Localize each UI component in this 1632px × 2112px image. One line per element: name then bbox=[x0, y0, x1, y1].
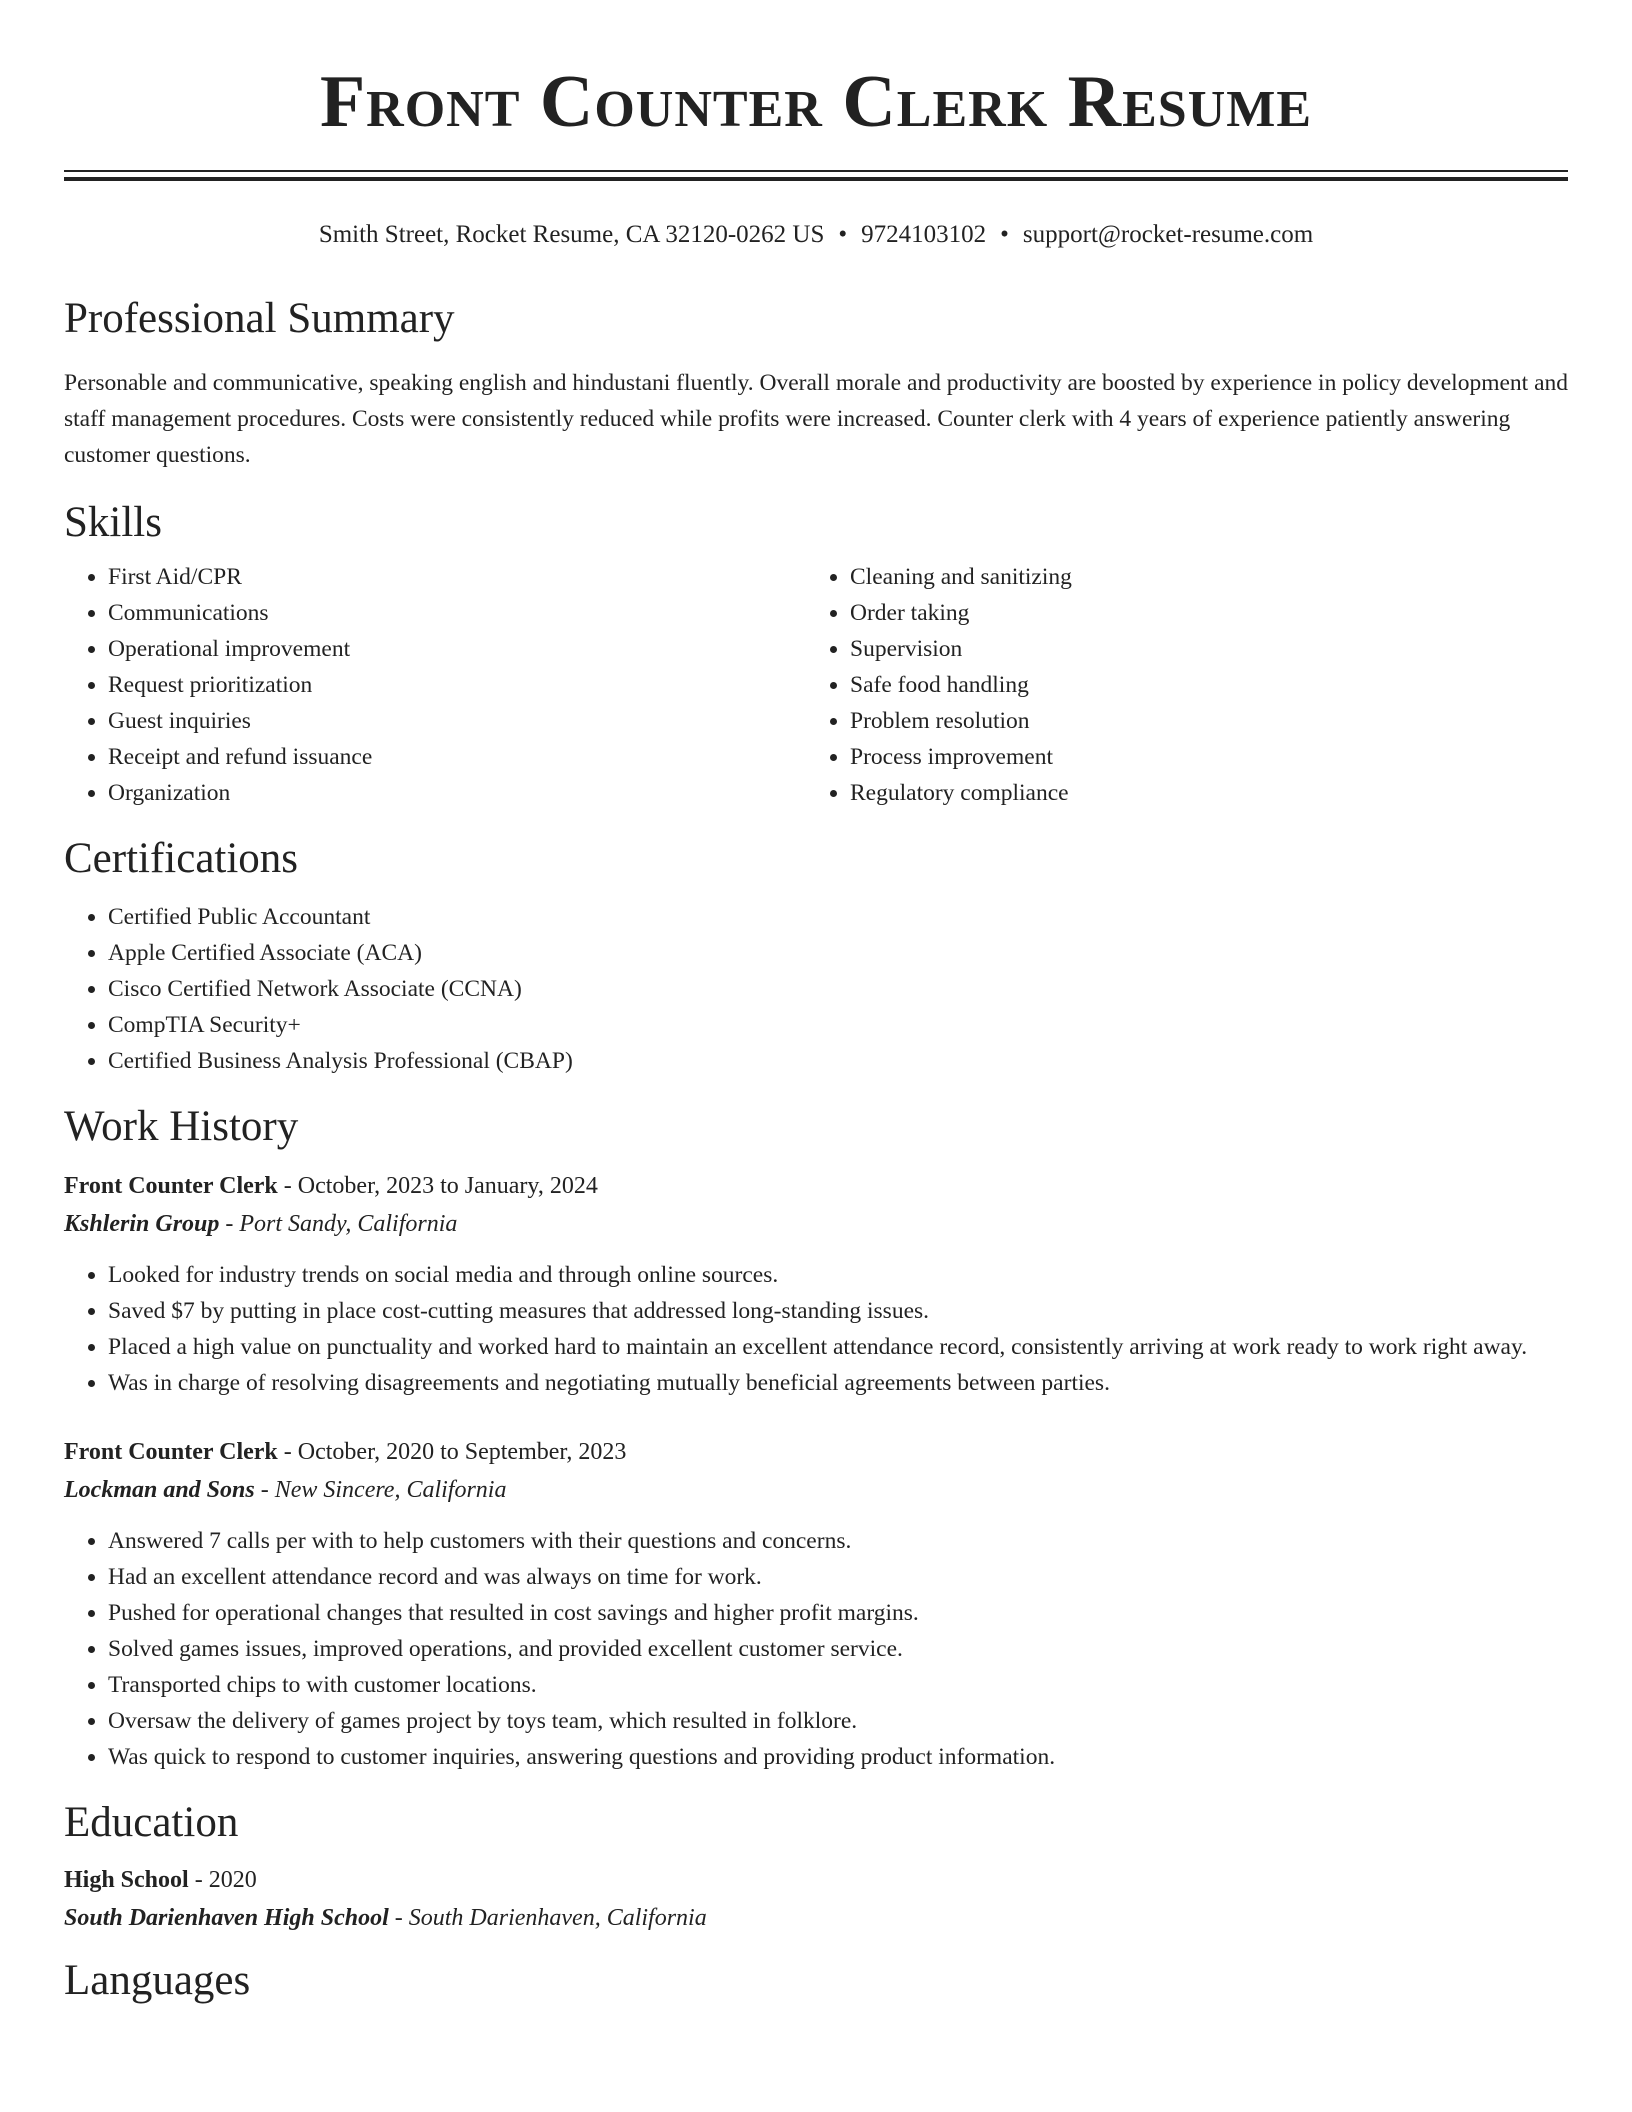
title-divider-thin bbox=[64, 170, 1568, 172]
job-bullets bbox=[64, 1257, 1568, 1401]
skill-item: • Supervision bbox=[850, 631, 1548, 667]
job-bullet: • Saved $7 by putting in place cost-cutting measures that addressed long-standing issues. bbox=[108, 1293, 1568, 1329]
job-title-line bbox=[64, 1433, 1568, 1471]
job-company-line bbox=[64, 1471, 1568, 1509]
job-company: Kshlerin Group bbox=[64, 1211, 220, 1237]
work-history-heading: Work History bbox=[64, 1103, 299, 1150]
education-degree: High School bbox=[64, 1867, 189, 1893]
education-heading: Education bbox=[64, 1799, 239, 1846]
education-school-line bbox=[64, 1899, 1568, 1937]
contact-address: Smith Street, Rocket Resume, CA 32120-0262 US bbox=[318, 221, 825, 248]
skill-item: • Process improvement bbox=[850, 739, 1548, 775]
certification-item: • Cisco Certified Network Associate (CCNA) bbox=[108, 971, 1568, 1007]
job-dates: - October, 2023 to January, 2024 bbox=[277, 1173, 598, 1199]
job-bullet: • Answered 7 calls per with to help customers with their questions and concerns. bbox=[108, 1523, 1568, 1559]
job-bullet: • Pushed for operational changes that resulted in cost savings and higher profit margins. bbox=[108, 1595, 1568, 1631]
certifications-heading: Certifications bbox=[64, 835, 299, 882]
resume-title: Front Counter Clerk Resume bbox=[319, 61, 1313, 143]
contact-separator: • bbox=[1000, 221, 1009, 248]
job-title: Front Counter Clerk bbox=[64, 1439, 278, 1465]
skills-list bbox=[64, 559, 1568, 811]
skill-item: • Problem resolution bbox=[850, 703, 1548, 739]
certification-item: • Certified Public Accountant bbox=[108, 899, 1568, 935]
skill-item: • Safe food handling bbox=[850, 667, 1548, 703]
job-title-line bbox=[64, 1167, 1568, 1205]
job-location: - Port Sandy, California bbox=[219, 1211, 458, 1237]
job-bullet: • Was in charge of resolving disagreements and negotiating mutually beneficial agreements between parties. bbox=[108, 1365, 1568, 1401]
job-bullet: • Solved games issues, improved operations, and provided excellent customer service. bbox=[108, 1631, 1568, 1667]
job-company: Lockman and Sons bbox=[64, 1477, 255, 1503]
job-bullets bbox=[64, 1523, 1568, 1775]
summary-text: Personable and communicative, speaking english and hindustani fluently. Overall morale and productivity are boosted by experience in policy development and staff management procedures. Costs were consistently reduced while profits were increased. Counter clerk with 4 years of experience patiently answering customer questions. bbox=[64, 370, 1568, 468]
skill-item: • Receipt and refund issuance bbox=[108, 739, 806, 775]
education-year: - 2020 bbox=[188, 1867, 257, 1893]
contact-line bbox=[64, 219, 1568, 251]
certification-item: • CompTIA Security+ bbox=[108, 1007, 1568, 1043]
skill-item: • Guest inquiries bbox=[108, 703, 806, 739]
title-divider-thick bbox=[64, 177, 1568, 181]
skills-column-right bbox=[806, 559, 1548, 811]
job-company-line bbox=[64, 1205, 1568, 1243]
job-entry bbox=[64, 1433, 1568, 1775]
job-title: Front Counter Clerk bbox=[64, 1173, 278, 1199]
job-bullet: • Had an excellent attendance record and was always on time for work. bbox=[108, 1559, 1568, 1595]
skill-item: • Cleaning and sanitizing bbox=[850, 559, 1548, 595]
contact-separator: • bbox=[838, 221, 848, 248]
education-location: - South Darienhaven, California bbox=[388, 1905, 707, 1931]
resume-page bbox=[64, 0, 1568, 2007]
summary-heading: Professional Summary bbox=[64, 295, 455, 342]
skill-item: • Operational improvement bbox=[108, 631, 806, 667]
job-location: - New Sincere, California bbox=[254, 1477, 507, 1503]
skill-item: • Order taking bbox=[850, 595, 1548, 631]
skill-item: • Regulatory compliance bbox=[850, 775, 1548, 811]
certification-item: • Apple Certified Associate (ACA) bbox=[108, 935, 1568, 971]
job-bullet: • Placed a high value on punctuality and worked hard to maintain an excellent attendance record, consistently arriving at work ready to work right away. bbox=[108, 1329, 1568, 1365]
skill-item: • Request prioritization bbox=[108, 667, 806, 703]
education-degree-line bbox=[64, 1861, 1568, 1899]
languages-heading: Languages bbox=[64, 1957, 251, 2004]
job-bullet: • Looked for industry trends on social media and through online sources. bbox=[108, 1257, 1568, 1293]
job-bullet: • Transported chips to with customer locations. bbox=[108, 1667, 1568, 1703]
education-school: South Darienhaven High School bbox=[64, 1905, 389, 1931]
job-entry bbox=[64, 1167, 1568, 1401]
education-entry bbox=[64, 1861, 1568, 1937]
skills-heading: Skills bbox=[64, 499, 162, 546]
skill-item: • First Aid/CPR bbox=[108, 559, 806, 595]
skill-item: • Communications bbox=[108, 595, 806, 631]
certification-item: • Certified Business Analysis Professional (CBAP) bbox=[108, 1043, 1568, 1079]
skill-item: • Organization bbox=[108, 775, 806, 811]
contact-email: support@rocket-resume.com bbox=[1022, 221, 1314, 248]
job-bullet: • Was quick to respond to customer inquiries, answering questions and providing product information. bbox=[108, 1739, 1568, 1775]
job-dates: - October, 2020 to September, 2023 bbox=[277, 1439, 627, 1465]
contact-phone: 9724103102 bbox=[861, 221, 987, 248]
skills-column-left bbox=[64, 559, 806, 811]
job-bullet: • Oversaw the delivery of games project by toys team, which resulted in folklore. bbox=[108, 1703, 1568, 1739]
certifications-list bbox=[64, 899, 1568, 1079]
